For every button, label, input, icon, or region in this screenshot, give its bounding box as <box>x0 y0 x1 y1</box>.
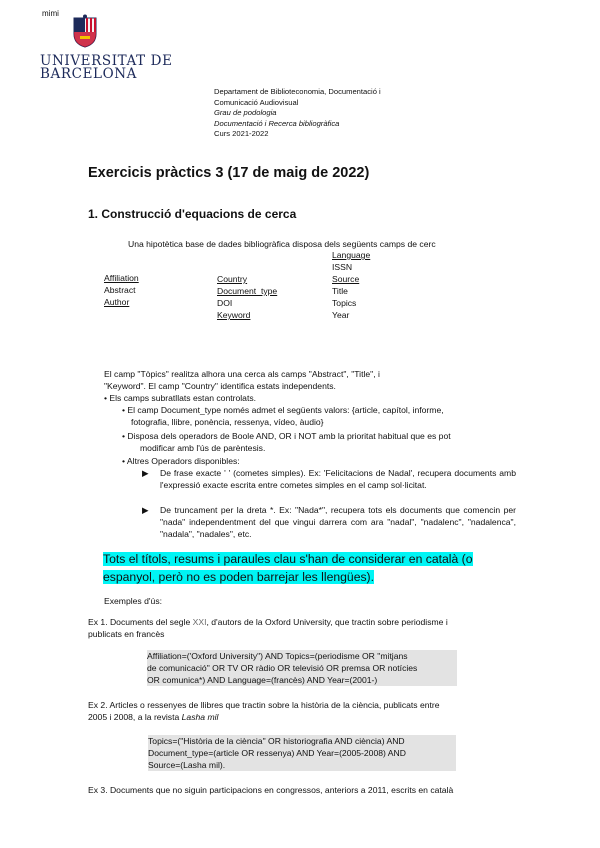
intro-text: Una hipotètica base de dades bibliogràfica disposa dels següents camps de cerc <box>128 239 436 249</box>
example-text-part: publicats en francès <box>88 629 165 639</box>
field-document-type: Document_type <box>217 286 278 296</box>
example-2-query <box>148 735 456 771</box>
triangle-bullet-icon: ▶ <box>142 468 149 478</box>
example-1-query <box>147 650 457 686</box>
field-title: Title <box>332 286 348 296</box>
meta-line: Documentació i Recerca bibliogràfica <box>214 118 340 128</box>
query-line: de comunicació" OR TV OR ràdio OR televisió OR premsa OR notícies <box>147 663 418 673</box>
example-text-part: XXI <box>192 617 207 627</box>
example-text-part: Lasha mil <box>181 712 219 722</box>
highlight-text: Tots el títols, resums i paraules clau s'han de considerar en català (o espanyol, però no es poden barrejar les llengües). <box>103 552 473 584</box>
note-line: "Keyword". El camp "Country" identifica estats independents. <box>104 381 336 391</box>
note-line: fotografia, llibre, ponència, ressenya, vídeo, àudio} <box>131 417 324 427</box>
meta-line: Curs 2021-2022 <box>214 129 269 139</box>
example-text-part: Ex 1. Documents del segle <box>88 617 193 627</box>
note-line: El camp "Tòpics" realitza alhora una cerca als camps "Abstract", "Title", i <box>104 369 380 379</box>
page-title: Exercicis pràctics 3 (17 de maig de 2022) <box>88 165 370 181</box>
example-1-text <box>88 616 518 640</box>
field-author: Author <box>104 297 130 307</box>
operator-item: De frase exacte ' ' (cometes simples). Ex: 'Felicitacions de Nadal', recupera documents amb l'expressió exacte escrita entre cometes simples en el camp sol·licitat. <box>160 468 516 490</box>
query-line: Source=(Lasha mil). <box>148 760 226 770</box>
logo-text-line2: BARCELONA <box>40 66 138 82</box>
meta-line: Grau de podologia <box>214 108 277 118</box>
example-text-part: , d'autors de la Oxford University, que tractin sobre periodisme i <box>206 617 448 627</box>
query-line: Topics=("Història de la ciència" OR historiografia AND ciència) AND <box>148 736 405 746</box>
note-line: modificar amb l'ús de parèntesis. <box>140 443 266 453</box>
triangle-bullet-icon: ▶ <box>142 505 149 515</box>
field-country: Country <box>217 274 248 284</box>
section-heading: 1. Construcció d'equacions de cerca <box>88 207 297 221</box>
query-line: OR comunica*) AND Language=(francès) AND Year=(2001-) <box>147 675 378 685</box>
example-2-text <box>88 699 518 723</box>
examples-label: Exemples d'ús: <box>104 596 163 606</box>
field-source: Source <box>332 274 360 284</box>
field-affiliation: Affiliation <box>104 273 139 283</box>
field-topics: Topics <box>332 298 357 308</box>
language-highlight-note <box>103 550 503 586</box>
query-line: Affiliation=('Oxford University") AND Topics=(periodisme OR "mitjans <box>147 651 408 661</box>
document-meta <box>214 87 514 140</box>
meta-line: Comunicació Audiovisual <box>214 97 299 107</box>
query-line: Document_type=(article OR ressenya) AND Year=(2005-2008) AND <box>148 748 406 758</box>
field-doi: DOI <box>217 298 233 308</box>
note-line: • El camp Document_type només admet el següents valors: {article, capítol, informe, <box>122 405 444 415</box>
note-line: • Altres Operadors disponibles: <box>122 456 240 466</box>
field-keyword: Keyword <box>217 310 251 320</box>
meta-line: Departament de Biblioteconomia, Documentació i <box>214 87 381 96</box>
top-label: mimi <box>42 9 59 18</box>
field-issn: ISSN <box>332 262 353 272</box>
note-line: • Disposa dels operadors de Boole AND, OR i NOT amb la prioritat habitual que es pot <box>122 431 451 441</box>
field-year: Year <box>332 310 350 320</box>
field-abstract: Abstract <box>104 285 136 295</box>
example-text-part: Ex 2. Articles o ressenyes de llibres que tractin sobre la història de la ciència, publicats entre <box>88 700 440 710</box>
example-3-text: Ex 3. Documents que no siguin participacions en congressos, anteriors a 2011, escrits en català <box>88 785 454 795</box>
operator-item: De truncament per la dreta *. Ex: "Nada*", recupera tots els documents que comencin per "nada" independentment del que vingui darrera com ara "nadal", "nadalenc", "nadalenca", "nadala", "nadales", etc. <box>160 505 516 539</box>
field-language: Language <box>332 250 371 260</box>
example-text-part: 2005 i 2008, a la revista <box>88 712 182 722</box>
note-line: • Els camps subratllats estan controlats. <box>104 393 257 403</box>
logo-text-line1: UNIVERSITAT DE <box>40 53 173 69</box>
university-crest-logo <box>72 14 98 48</box>
